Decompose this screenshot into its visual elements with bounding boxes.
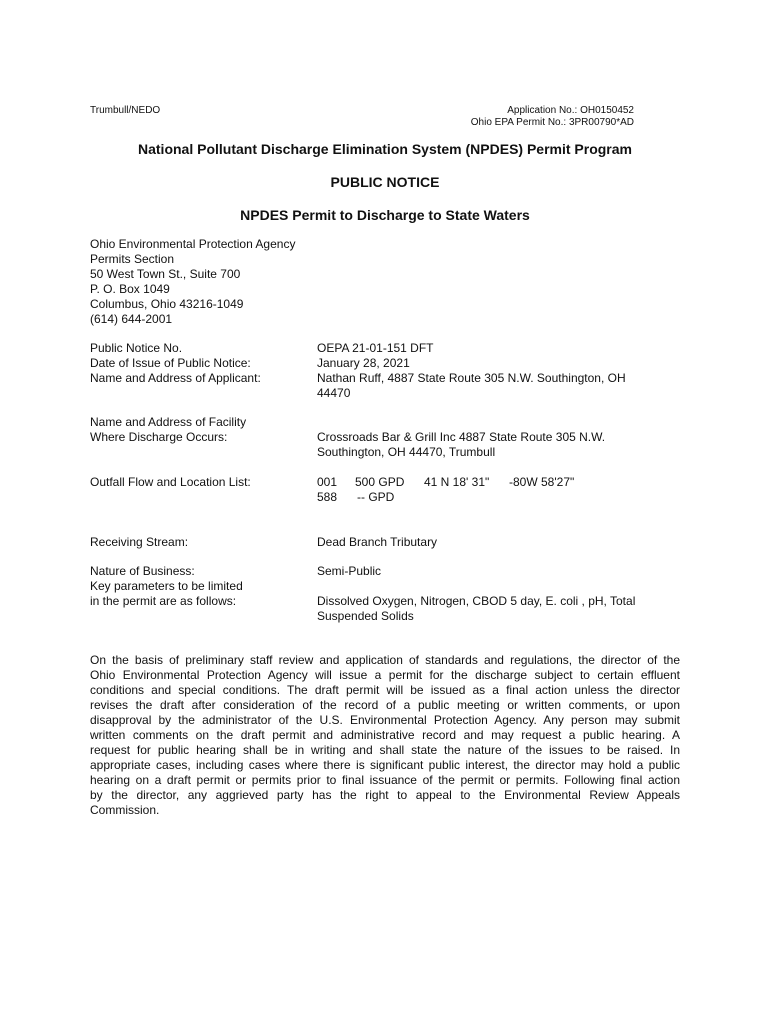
applicant-value: Nathan Ruff, 4887 State Route 305 N.W. Southington, OH (317, 371, 626, 385)
receiving-stream-value: Dead Branch Tributary (317, 535, 438, 549)
paragraph-line: Commission. (90, 803, 160, 817)
agency-line: (614) 644-2001 (90, 312, 173, 326)
paragraph-line: Ohio Environmental Protection Agency will issue a permit for the discharge subject to certain effluent (90, 668, 680, 682)
applicant-label: Name and Address of Applicant: (90, 371, 261, 385)
parameters-value: Dissolved Oxygen, Nitrogen, CBOD 5 day, E. coli , pH, Total (317, 594, 636, 608)
agency-address (90, 237, 295, 327)
public-notice-heading: PUBLIC NOTICE (330, 174, 440, 190)
issue-date-label: Date of Issue of Public Notice: (90, 356, 251, 370)
parameters-value-cont: Suspended Solids (317, 609, 414, 623)
parameters-label: Key parameters to be limited (90, 579, 243, 593)
outfall-id: 588 (317, 490, 338, 504)
business-value: Semi-Public (317, 564, 382, 578)
outfall-row (317, 475, 617, 490)
paragraph-line: appropriate cases, including cases where there is significant public interest, the director may hold a public (90, 758, 680, 772)
business-label: Nature of Business: (90, 564, 195, 578)
document-title: National Pollutant Discharge Elimination System (NPDES) Permit Program (138, 141, 632, 157)
notice-number-label: Public Notice No. (90, 341, 183, 355)
paragraph-line: by the director, any aggrieved party has the right to appeal to the Environmental Review Appeals (90, 788, 680, 802)
paragraph-line: disapproval by the administrator of the U.S. Environmental Protection Agency. Any person may submit (90, 713, 680, 727)
paragraph-line: revises the draft after consideration of the record of a public meeting or written comments, or upon (90, 698, 680, 712)
outfall-flow: -- GPD (357, 490, 395, 504)
agency-line: Permits Section (90, 252, 175, 266)
parameters-label-cont: in the permit are as follows: (90, 594, 237, 608)
paragraph-line: conditions and special conditions. The draft permit will be issued as a final action unless the director (90, 683, 680, 697)
document-subtitle: NPDES Permit to Discharge to State Waters (240, 207, 530, 223)
outfall-latitude: 41 N 18' 31" (424, 475, 490, 489)
agency-line: P. O. Box 1049 (90, 282, 170, 296)
notice-paragraph (90, 653, 680, 818)
paragraph-line: written comments on the draft permit and administrative record and may request a public hearing. A (90, 728, 680, 742)
facility-label-cont: Where Discharge Occurs: (90, 430, 228, 444)
facility-value: Crossroads Bar & Grill Inc 4887 State Route 305 N.W. (317, 430, 606, 444)
outfall-label: Outfall Flow and Location List: (90, 475, 251, 489)
paragraph-line: On the basis of preliminary staff review and application of standards and regulations, the director of the (90, 653, 680, 667)
notice-number-value: OEPA 21-01-151 DFT (317, 341, 434, 355)
application-number: Application No.: OH0150452 (507, 105, 634, 116)
permit-number: Ohio EPA Permit No.: 3PR00790*AD (470, 117, 634, 128)
outfall-flow: 500 GPD (355, 475, 405, 489)
applicant-value-cont: 44470 (317, 386, 351, 400)
outfall-longitude: -80W 58'27" (509, 475, 575, 489)
header-office: Trumbull/NEDO (90, 105, 161, 116)
agency-line: Columbus, Ohio 43216-1049 (90, 297, 244, 311)
agency-line: 50 West Town St., Suite 700 (90, 267, 241, 281)
receiving-stream-label: Receiving Stream: (90, 535, 189, 549)
agency-line: Ohio Environmental Protection Agency (90, 237, 296, 251)
outfall-id: 001 (317, 475, 338, 489)
issue-date-value: January 28, 2021 (317, 356, 410, 370)
paragraph-line: hearing on a draft permit or permits prior to final issuance of the permit or permits. Following final action (90, 773, 680, 787)
facility-label: Name and Address of Facility (90, 415, 247, 429)
paragraph-line: request for public hearing shall be in writing and shall state the nature of the issues to be raised. In (90, 743, 680, 757)
outfall-row (317, 490, 617, 505)
facility-value-cont: Southington, OH 44470, Trumbull (317, 445, 496, 459)
